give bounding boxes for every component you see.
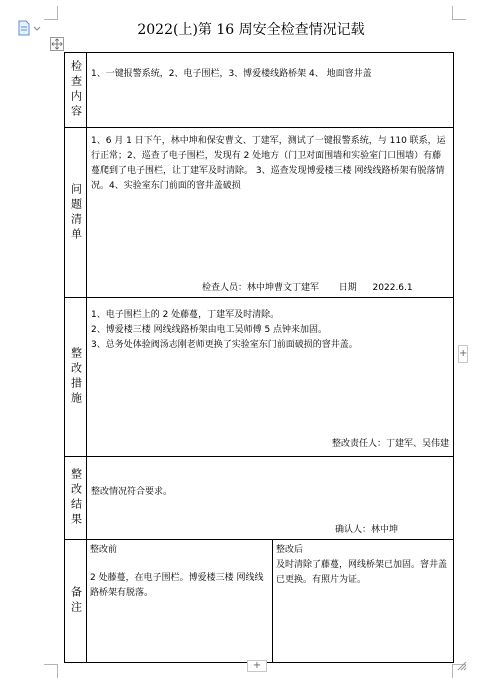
- crop-mark-top-right: [452, 6, 466, 20]
- measure-item-2: 2、博爱楼三楼 网线线路桥架由电工吴师傅 5 点钟来加固。: [91, 325, 328, 335]
- inspector-names: 林中坤曹文丁建军: [247, 283, 320, 293]
- measure-item-3: 3、总务处体验阀汤志刚老师更换了实验室东门前面破损的窨井盖。: [91, 340, 358, 350]
- label-remarks: 备注: [65, 540, 87, 662]
- responsible-line: [332, 437, 449, 452]
- label-inspection-content: 检查内容: [65, 53, 87, 127]
- cell-issue-list[interactable]: [87, 128, 453, 297]
- inspection-content-text: 1、一键报警系统，2、电子围栏，3、博爱楼线路桥架 4、 地面窨井盖: [91, 69, 372, 79]
- remarks-before-cell[interactable]: [87, 540, 273, 662]
- label-rectification-result: 整改结果: [65, 457, 87, 539]
- confirm-name: 林中坤: [371, 525, 399, 535]
- issue-list-text: 1、6 月 1 日下午，林中坤和保安曹文、丁建军，测试了一键报警系统，与 110 联系，运行正常；2、巡查了电子围栏，发现有 2 处地方（门卫对面围墙和实验室门口围墙）有藤蔓爬到了电子围栏，让丁建军及时清除。 3、巡查发现博爱楼三楼 网线线路桥架有脱落情况。4、实验室东门前面的窨井盖破损: [91, 136, 446, 191]
- row-issue-list: [65, 128, 453, 298]
- cell-rectification-measures[interactable]: [87, 298, 453, 456]
- confirm-line: [335, 523, 398, 538]
- date-label: 日期: [338, 283, 357, 293]
- before-text: 2 处藤蔓，在电子围栏。博爱楼三楼 网线线路桥架有脱落。: [90, 573, 264, 598]
- crop-mark-top-left: [44, 6, 58, 20]
- inspector-label: 检查人员：: [202, 283, 248, 293]
- table-move-handle-icon[interactable]: [50, 37, 64, 51]
- cell-inspection-content[interactable]: [87, 53, 453, 127]
- page-title: 2022(上)第 16 周安全检查情况记载: [137, 22, 365, 38]
- responsible-label: 整改责任人：: [332, 439, 387, 449]
- row-rectification-measures: [65, 298, 453, 457]
- after-title: 整改后: [276, 545, 304, 555]
- before-title: 整改前: [90, 545, 118, 555]
- add-column-button[interactable]: +: [458, 345, 468, 363]
- responsible-names: 丁建军、吴伟建: [386, 439, 450, 449]
- label-issue-list: 问题清单: [65, 128, 87, 297]
- table-resize-handle-icon[interactable]: [457, 661, 467, 671]
- after-text: 及时清除了藤蔓，网线桥架已加固。窨井盖已更换。有照片为证。: [276, 560, 448, 585]
- crop-mark-bottom-left: [44, 664, 58, 678]
- measure-item-1: 1、电子围栏上的 2 处藤蔓，丁建军及时清除。: [91, 310, 280, 320]
- remarks-after-cell[interactable]: [273, 540, 453, 662]
- cell-rectification-result[interactable]: [87, 457, 453, 539]
- cell-remarks: [87, 540, 453, 662]
- result-text: 整改情况符合要求。: [91, 487, 173, 497]
- row-rectification-result: [65, 457, 453, 540]
- inspector-line: [202, 281, 413, 296]
- inspection-table: [64, 52, 454, 663]
- label-rectification-measures: 整改措施: [65, 298, 87, 456]
- confirm-label: 确认人：: [335, 525, 372, 535]
- row-inspection-content: [65, 53, 453, 128]
- date-value: 2022.6.1: [372, 283, 413, 293]
- row-remarks: [65, 540, 453, 662]
- add-row-button[interactable]: +: [247, 660, 267, 672]
